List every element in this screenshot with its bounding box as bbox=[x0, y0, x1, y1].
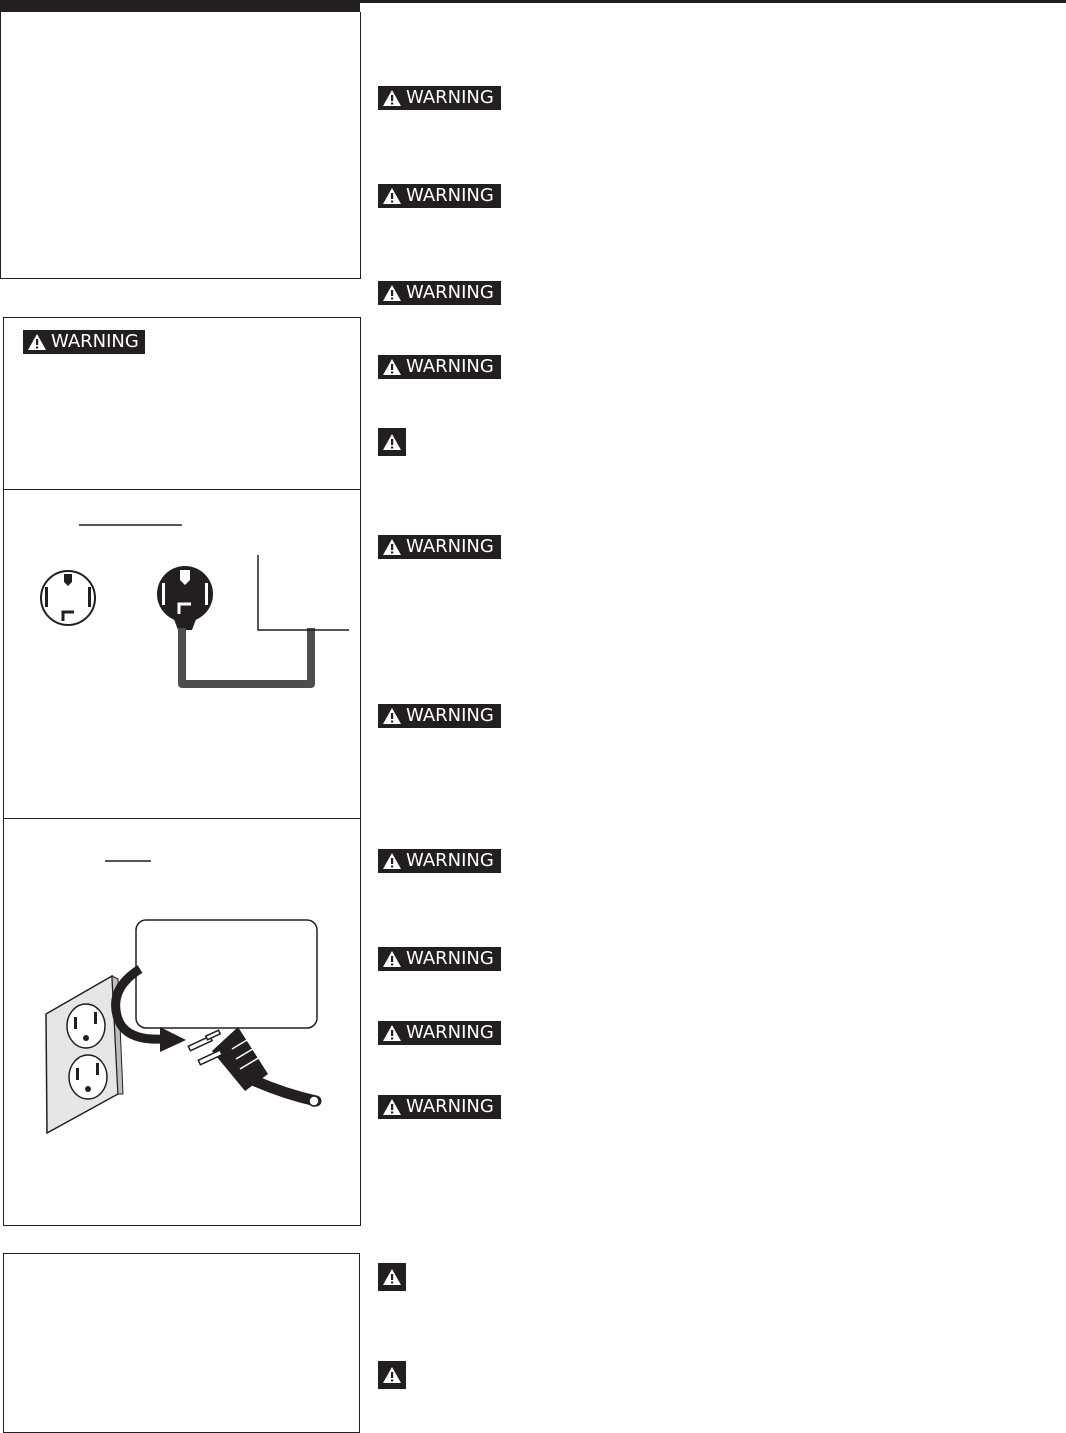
four-prong-plug-icon bbox=[157, 555, 350, 687]
exclamation-triangle-icon bbox=[382, 187, 402, 205]
warning-label: WARNING bbox=[406, 705, 494, 726]
header-rule bbox=[360, 0, 1066, 3]
exclamation-triangle-icon bbox=[382, 707, 402, 725]
four-prong-figure bbox=[0, 490, 360, 710]
caution-icon bbox=[378, 428, 406, 456]
warning-badge bbox=[378, 535, 501, 559]
exclamation-triangle-icon bbox=[382, 284, 402, 302]
exclamation-triangle-icon bbox=[27, 333, 47, 351]
warning-label: WARNING bbox=[406, 185, 494, 206]
warning-label: WARNING bbox=[406, 87, 494, 108]
warning-label: WARNING bbox=[406, 282, 494, 303]
warning-badge bbox=[378, 281, 501, 305]
exclamation-triangle-icon bbox=[382, 538, 402, 556]
exclamation-triangle-icon bbox=[382, 852, 402, 870]
warning-badge bbox=[378, 1021, 501, 1045]
exclamation-triangle-icon bbox=[382, 1098, 402, 1116]
three-prong-plug-icon bbox=[188, 1027, 319, 1106]
exclamation-triangle-icon bbox=[382, 950, 402, 968]
warning-badge bbox=[378, 355, 501, 379]
caution-icon bbox=[378, 1361, 406, 1389]
warning-label: WARNING bbox=[406, 356, 494, 377]
warning-badge bbox=[378, 1095, 501, 1119]
exclamation-triangle-icon bbox=[382, 1024, 402, 1042]
warning-label: WARNING bbox=[406, 536, 494, 557]
header-bar bbox=[0, 0, 360, 12]
info-box-top bbox=[0, 12, 361, 279]
wall-outlet-figure bbox=[0, 819, 360, 1149]
exclamation-triangle-icon bbox=[382, 358, 402, 376]
exclamation-triangle-icon bbox=[382, 1366, 402, 1384]
warning-badge bbox=[378, 704, 501, 728]
caution-icon bbox=[378, 1263, 406, 1291]
exclamation-triangle-icon bbox=[382, 1268, 402, 1286]
warning-label: WARNING bbox=[406, 850, 494, 871]
warning-badge bbox=[378, 947, 501, 971]
info-box-bottom bbox=[3, 1253, 360, 1433]
warning-badge bbox=[378, 849, 501, 873]
warning-badge bbox=[378, 86, 501, 110]
warning-label: WARNING bbox=[406, 948, 494, 969]
warning-label: WARNING bbox=[51, 331, 139, 352]
exclamation-triangle-icon bbox=[382, 433, 402, 451]
four-prong-receptacle-icon bbox=[41, 571, 95, 625]
exclamation-triangle-icon bbox=[382, 89, 402, 107]
warning-label: WARNING bbox=[406, 1022, 494, 1043]
warning-badge bbox=[23, 330, 145, 354]
warning-label: WARNING bbox=[406, 1096, 494, 1117]
warning-badge bbox=[378, 184, 501, 208]
